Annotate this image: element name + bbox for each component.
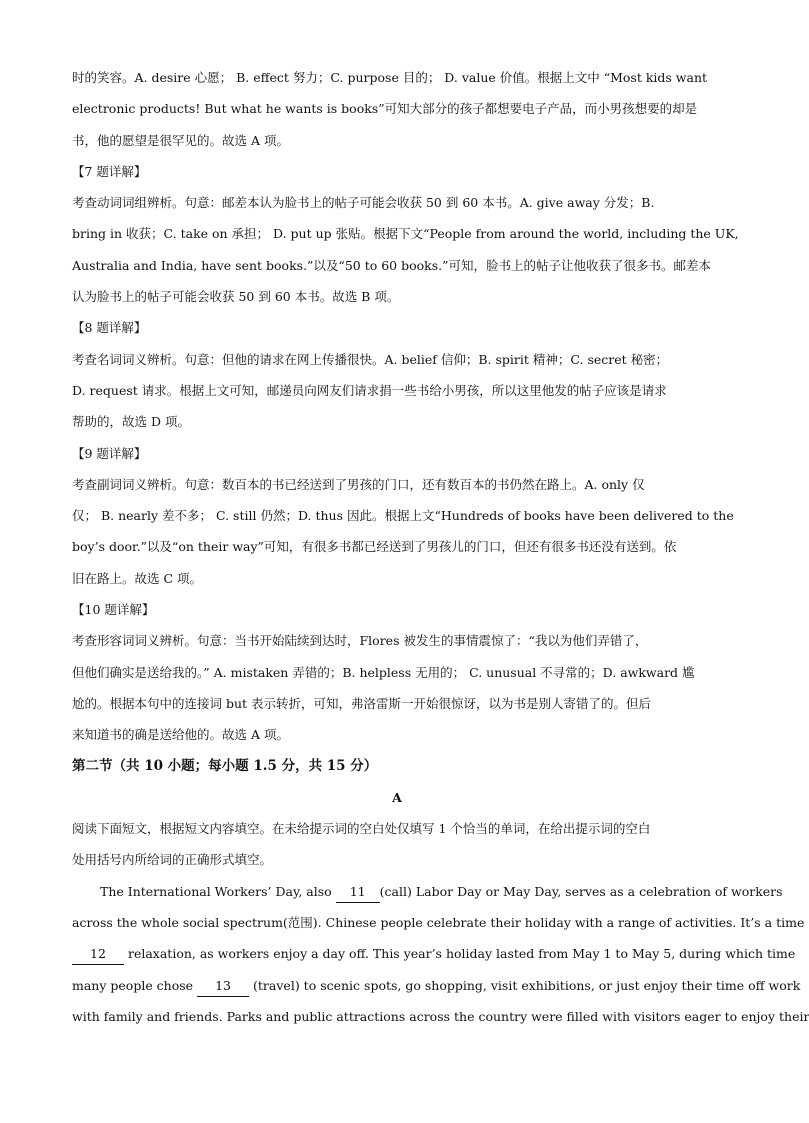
section-heading: 【9 题详解】 bbox=[72, 445, 147, 461]
text-line: 考查名词词义辨析。句意：但他的请求在网上传播很快。A. belief 信仰；B. spirit 精神；C. secret 秘密； bbox=[72, 351, 669, 367]
blank-11: 11 bbox=[336, 882, 380, 903]
document-page bbox=[72, 62, 809, 1032]
passage-text: (call) Labor Day or May Day, serves as a celebration of workers bbox=[379, 883, 783, 899]
passage-text: many people chose bbox=[72, 977, 198, 993]
passage-line bbox=[72, 938, 796, 969]
text-line: 考查动词词组辨析。句意：邮差本认为脸书上的帖子可能会收获 50 到 60 本书。A. give away 分发；B. bbox=[72, 195, 655, 211]
text-line: 来知道书的确是送给他的。故选 A 项。 bbox=[72, 727, 289, 743]
answer-explanation-6-continued bbox=[72, 62, 722, 156]
instruction-line: 阅读下面短文，根据短文内容填空。在未给提示词的空白处仅填写 1 个恰当的单词，在给出提示词的空白 bbox=[72, 821, 651, 837]
passage-line bbox=[72, 876, 783, 907]
passage-text: The International Workers’ Day, also bbox=[100, 883, 336, 899]
text-line: 书，他的愿望是很罕见的。故选 A 项。 bbox=[72, 132, 289, 148]
passage-line bbox=[72, 970, 801, 1001]
section-heading: 【7 题详解】 bbox=[72, 163, 147, 179]
passage-text: relaxation, as workers enjoy a day off. This year’s holiday lasted from May 1 to May 5, during which time bbox=[124, 946, 796, 962]
blank-13: 13 bbox=[197, 976, 249, 997]
text-line: 认为脸书上的帖子可能会收获 50 到 60 本书。故选 B 项。 bbox=[72, 289, 400, 305]
text-line: electronic products! But what he wants is books”可知大部分的孩子都想要电子产品，而小男孩想要的却是 bbox=[72, 101, 698, 117]
text-line: Australia and India, have sent books.”以及“50 to 60 books.”可知，脸书上的帖子让他收获了很多书。邮差本 bbox=[72, 257, 712, 273]
text-line: 旧在路上。故选 C 项。 bbox=[72, 570, 203, 586]
answer-explanation-8 bbox=[72, 312, 722, 437]
text-line: boy’s door.”以及“on their way”可知，有很多书都已经送到了男孩儿的门口，但还有很多书还没有送到。依 bbox=[72, 539, 677, 555]
section-title: 第二节（共 10 小题；每小题 1.5 分，共 15 分） bbox=[72, 757, 378, 774]
section-2 bbox=[72, 751, 809, 1033]
text-line: 尬的。根据本句中的连接词 but 表示转折，可知，弗洛雷斯一开始很惊讶，以为书是别人寄错了的。但后 bbox=[72, 695, 652, 711]
passage-line: with family and friends. Parks and public attractions across the country were filled with visitors eager to enjoy their bbox=[72, 1008, 809, 1024]
passage-line: across the whole social spectrum(范围). Chinese people celebrate their holiday with a range of activities. It’s a time bbox=[72, 915, 805, 931]
section-heading: 【10 题详解】 bbox=[72, 602, 155, 618]
instruction-line: 处用括号内所给词的正确形式填空。 bbox=[72, 852, 273, 868]
text-line: D. request 请求。根据上文可知，邮递员向网友们请求捐一些书给小男孩，所以这里他发的帖子应该是请求 bbox=[72, 382, 667, 398]
text-line: 帮助的，故选 D 项。 bbox=[72, 414, 190, 430]
text-line: 考查形容词词义辨析。句意：当书开始陆续到达时，Flores 被发生的事情震惊了：“我以为他们弄错了， bbox=[72, 633, 648, 649]
text-line: bring in 收获；C. take on 承担； D. put up 张贴。根据下文“People from around the world, including the UK, bbox=[72, 226, 739, 242]
answer-explanation-7 bbox=[72, 156, 739, 312]
passage bbox=[72, 876, 809, 1032]
text-line: 但他们确实是送给我的。” A. mistaken 弄错的；B. helpless 无用的； C. unusual 不寻常的；D. awkward 尴 bbox=[72, 664, 695, 680]
text-line: 仅； B. nearly 差不多； C. still 仍然；D. thus 因此。根据上文“Hundreds of books have been delivered to the bbox=[72, 508, 734, 524]
part-label: A bbox=[392, 789, 402, 805]
text-line: 考查副词词义辨析。句意：数百本的书已经送到了男孩的门口，还有数百本的书仍然在路上。A. only 仅 bbox=[72, 476, 645, 492]
text-line: 时的笑容。A. desire 心愿； B. effect 努力；C. purpose 目的； D. value 价值。根据上文中 “Most kids want bbox=[72, 70, 708, 85]
blank-12: 12 bbox=[72, 944, 124, 965]
answer-explanation-10 bbox=[72, 594, 722, 750]
passage-text: (travel) to scenic spots, go shopping, visit exhibitions, or just enjoy their time off work bbox=[249, 977, 801, 993]
section-heading: 【8 题详解】 bbox=[72, 320, 147, 336]
answer-explanation-9 bbox=[72, 438, 734, 594]
